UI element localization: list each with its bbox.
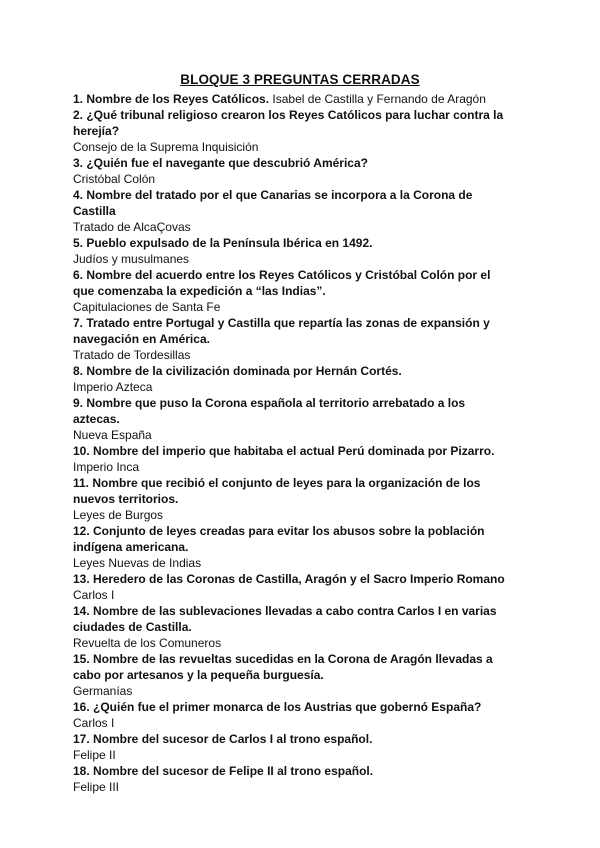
list-item (73, 475, 513, 523)
question-list (73, 91, 513, 795)
list-item (73, 235, 513, 267)
list-item (73, 443, 513, 475)
answer-text: Tratado de AlcaÇovas (73, 220, 191, 234)
question-text: 12. Conjunto de leyes creadas para evitar los abusos sobre la población indígena americana. (73, 524, 485, 554)
question-text: 15. Nombre de las revueltas sucedidas en la Corona de Aragón llevadas a cabo por artesanos y la pequeña burguesía. (73, 652, 493, 682)
answer-text: Carlos I (73, 716, 115, 730)
answer-text: Revuelta de los Comuneros (73, 636, 222, 650)
answer-text: Felipe III (73, 780, 120, 794)
list-item (73, 395, 513, 443)
answer-text: Felipe II (73, 748, 116, 762)
question-text: 18. Nombre del sucesor de Felipe II al trono español. (73, 764, 374, 778)
answer-text: Nueva España (73, 428, 152, 442)
question-text: 11. Nombre que recibió el conjunto de leyes para la organización de los nuevos territorios. (73, 476, 481, 506)
list-item (73, 523, 513, 571)
answer-text: Imperio Inca (73, 460, 140, 474)
list-item (73, 763, 513, 795)
page-title: BLOQUE 3 PREGUNTAS CERRADAS (180, 72, 420, 87)
question-text: 10. Nombre del imperio que habitaba el actual Perú dominada por Pizarro. (73, 444, 495, 458)
question-text: 3. ¿Quién fue el navegante que descubrió América? (73, 156, 368, 170)
answer-text: Leyes Nuevas de Indias (73, 556, 202, 570)
question-text: 16. ¿Quién fue el primer monarca de los Austrias que gobernó España? (73, 700, 482, 714)
list-item (73, 571, 513, 603)
answer-text: Consejo de la Suprema Inquisición (73, 140, 259, 154)
list-item (73, 731, 513, 763)
question-text: 4. Nombre del tratado por el que Canarias se incorpora a la Corona de Castilla (73, 188, 473, 218)
question-text: 7. Tratado entre Portugal y Castilla que repartía las zonas de expansión y navegación en América. (73, 316, 490, 346)
list-item (73, 315, 513, 363)
answer-text: Imperio Azteca (73, 380, 153, 394)
list-item (73, 267, 513, 315)
question-text: 6. Nombre del acuerdo entre los Reyes Católicos y Cristóbal Colón por el que comenzaba la expedición a “las Indias”. (73, 268, 491, 298)
question-text: 14. Nombre de las sublevaciones llevadas a cabo contra Carlos I en varias ciudades de Castilla. (73, 604, 497, 634)
list-item (73, 699, 513, 731)
list-item (73, 91, 513, 107)
question-text: 13. Heredero de las Coronas de Castilla, Aragón y el Sacro Imperio Romano (73, 572, 505, 586)
question-text: 17. Nombre del sucesor de Carlos I al trono español. (73, 732, 373, 746)
answer-text: Cristóbal Colón (73, 172, 156, 186)
list-item (73, 603, 513, 651)
answer-text: Tratado de Tordesillas (73, 348, 191, 362)
list-item (73, 187, 513, 235)
answer-text: Isabel de Castilla y Fernando de Aragón (272, 92, 486, 106)
question-text: 8. Nombre de la civilización dominada por Hernán Cortés. (73, 364, 402, 378)
list-item (73, 363, 513, 395)
question-text: 1. Nombre de los Reyes Católicos. (73, 92, 270, 106)
list-item (73, 107, 513, 155)
list-item (73, 651, 513, 699)
question-text: 2. ¿Qué tribunal religioso crearon los Reyes Católicos para luchar contra la herejía? (73, 108, 504, 138)
answer-text: Carlos I (73, 588, 115, 602)
list-item (73, 155, 513, 187)
question-text: 9. Nombre que puso la Corona española al territorio arrebatado a los aztecas. (73, 396, 466, 426)
answer-text: Leyes de Burgos (73, 508, 164, 522)
answer-text: Capitulaciones de Santa Fe (73, 300, 221, 314)
question-text: 5. Pueblo expulsado de la Península Ibérica en 1492. (73, 236, 373, 250)
answer-text: Judíos y musulmanes (73, 252, 190, 266)
answer-text: Germanías (73, 684, 133, 698)
